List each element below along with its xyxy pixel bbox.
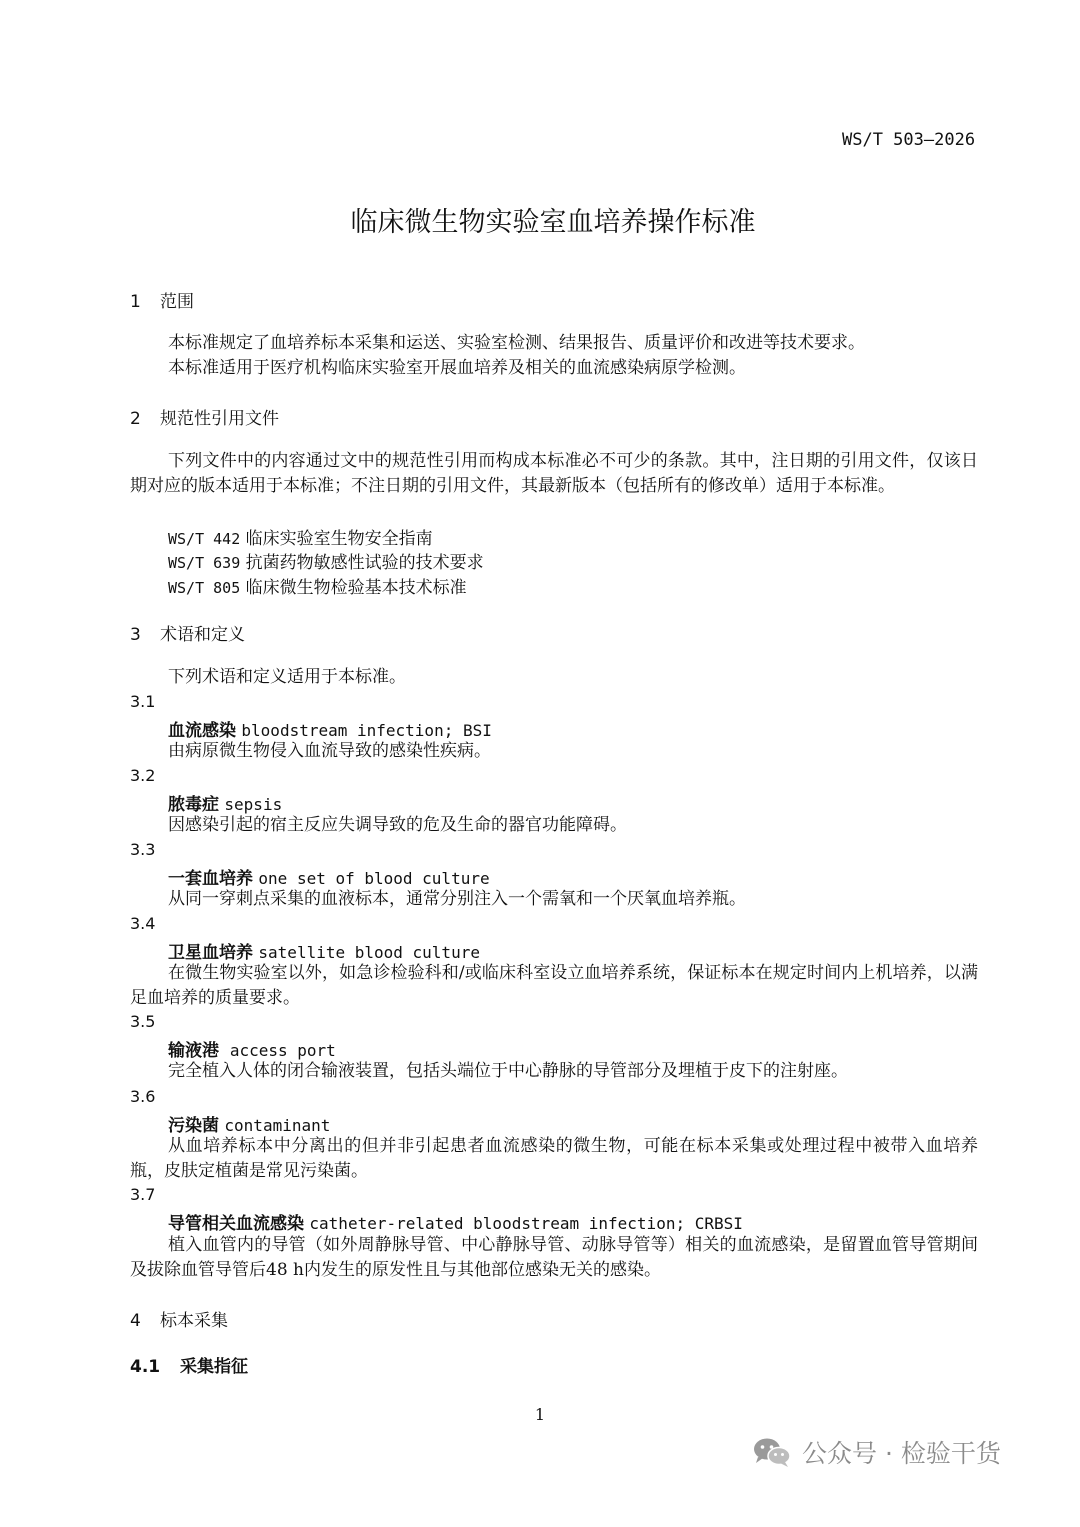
- term-en: contaminant: [224, 1116, 331, 1135]
- reference-name: 临床实验室生物安全指南: [245, 529, 433, 549]
- term-definition: 由病原微生物侵入血流导致的感染性疾病。: [168, 741, 491, 761]
- reference-item: [168, 548, 484, 573]
- section-2-heading: [130, 404, 279, 429]
- section-title: 规范性引用文件: [160, 409, 279, 429]
- subsection-number: 4.1: [130, 1357, 161, 1377]
- section-title: 术语和定义: [160, 625, 245, 645]
- term-number: 3.2: [130, 766, 156, 785]
- document-title: 临床微生物实验室血培养操作标准: [350, 207, 756, 238]
- term-en: access port: [229, 1041, 336, 1060]
- term-definition: 从血培养标本中分离出的但并非引起患者血流感染的微生物，可能在标本采集或处理过程中被带入血培养瓶，皮肤定植菌是常见污染菌。: [130, 1136, 978, 1181]
- term-definition: 完全植入人体的闭合输液装置，包括头端位于中心静脉的导管部分及埋植于皮下的注射座。: [168, 1061, 848, 1081]
- term-number: 3.1: [130, 692, 156, 711]
- term-zh: 污染菌: [168, 1116, 219, 1136]
- section-number: 2: [130, 409, 141, 429]
- term-heading: [168, 864, 490, 889]
- watermark-text: 公众号 · 检验干货: [802, 1439, 1001, 1468]
- term-heading: [168, 790, 282, 815]
- term-zh: 血流感染: [168, 721, 236, 741]
- term-number: 3.6: [130, 1087, 156, 1106]
- section-number: 1: [130, 292, 141, 312]
- reference-name: 抗菌药物敏感性试验的技术要求: [245, 553, 484, 573]
- term-heading: [168, 938, 480, 963]
- term-zh: 脓毒症: [168, 795, 219, 815]
- term-zh: 输液港: [168, 1041, 219, 1061]
- term-definition: 植入血管内的导管（如外周静脉导管、中心静脉导管、动脉导管等）相关的血流感染，是留置血管导管期间及拔除血管导管后48 h内发生的原发性且与其他部位感染无关的感染。: [130, 1235, 978, 1280]
- term-heading: [168, 1111, 330, 1136]
- reference-code: WS/T 442: [168, 530, 241, 548]
- subsection-title: 采集指征: [180, 1357, 248, 1377]
- section-title: 范围: [160, 292, 194, 312]
- subsection-4-1-heading: [130, 1352, 248, 1377]
- term-zh: 卫星血培养: [168, 943, 253, 963]
- page-number: 1: [534, 1405, 546, 1424]
- reference-item: [168, 524, 433, 549]
- section-3-heading: [130, 620, 245, 645]
- reference-item: [168, 573, 467, 598]
- section-number: 4: [130, 1311, 141, 1331]
- term-number: 3.7: [130, 1185, 156, 1204]
- section-1-para-2: 本标准适用于医疗机构临床实验室开展血培养及相关的血流感染病原学检测。: [168, 358, 746, 378]
- term-en: bloodstream infection; BSI: [241, 721, 492, 740]
- document-code: WS/T 503—2026: [842, 130, 976, 150]
- term-heading: [168, 716, 492, 741]
- term-definition: 从同一穿刺点采集的血液标本，通常分别注入一个需氧和一个厌氧血培养瓶。: [168, 889, 746, 909]
- term-definition: 因感染引起的宿主反应失调导致的危及生命的器官功能障碍。: [168, 815, 627, 835]
- reference-code: WS/T 639: [168, 554, 241, 572]
- section-4-heading: [130, 1306, 228, 1331]
- watermark: [752, 1434, 1001, 1470]
- reference-code: WS/T 805: [168, 579, 241, 597]
- section-title: 标本采集: [160, 1311, 228, 1331]
- section-1-para-1: 本标准规定了血培养标本采集和运送、实验室检测、结果报告、质量评价和改进等技术要求。: [168, 333, 865, 353]
- section-2-para-1: 下列文件中的内容通过文中的规范性引用而构成本标准必不可少的条款。其中，注日期的引用文件，仅该日期对应的版本适用于本标准；不注日期的引用文件，其最新版本（包括所有的修改单）适用于本标准。: [130, 451, 978, 496]
- section-number: 3: [130, 625, 141, 645]
- term-number: 3.5: [130, 1012, 156, 1031]
- term-en: one set of blood culture: [258, 869, 490, 888]
- term-definition: 在微生物实验室以外，如急诊检验科和/或临床科室设立血培养系统，保证标本在规定时间内上机培养，以满足血培养的质量要求。: [130, 963, 978, 1008]
- term-zh: 一套血培养: [168, 869, 253, 889]
- term-number: 3.3: [130, 840, 156, 859]
- term-heading: [168, 1036, 336, 1061]
- reference-name: 临床微生物检验基本技术标准: [245, 578, 467, 598]
- term-zh: 导管相关血流感染: [168, 1214, 304, 1234]
- term-en: satellite blood culture: [258, 943, 480, 962]
- term-en: sepsis: [224, 795, 283, 814]
- term-heading: [168, 1209, 743, 1234]
- term-number: 3.4: [130, 914, 156, 933]
- section-1-heading: [130, 287, 194, 312]
- wechat-icon: [752, 1436, 792, 1468]
- section-3-intro: 下列术语和定义适用于本标准。: [168, 667, 406, 687]
- term-en: catheter-related bloodstream infection; CRBSI: [309, 1214, 743, 1233]
